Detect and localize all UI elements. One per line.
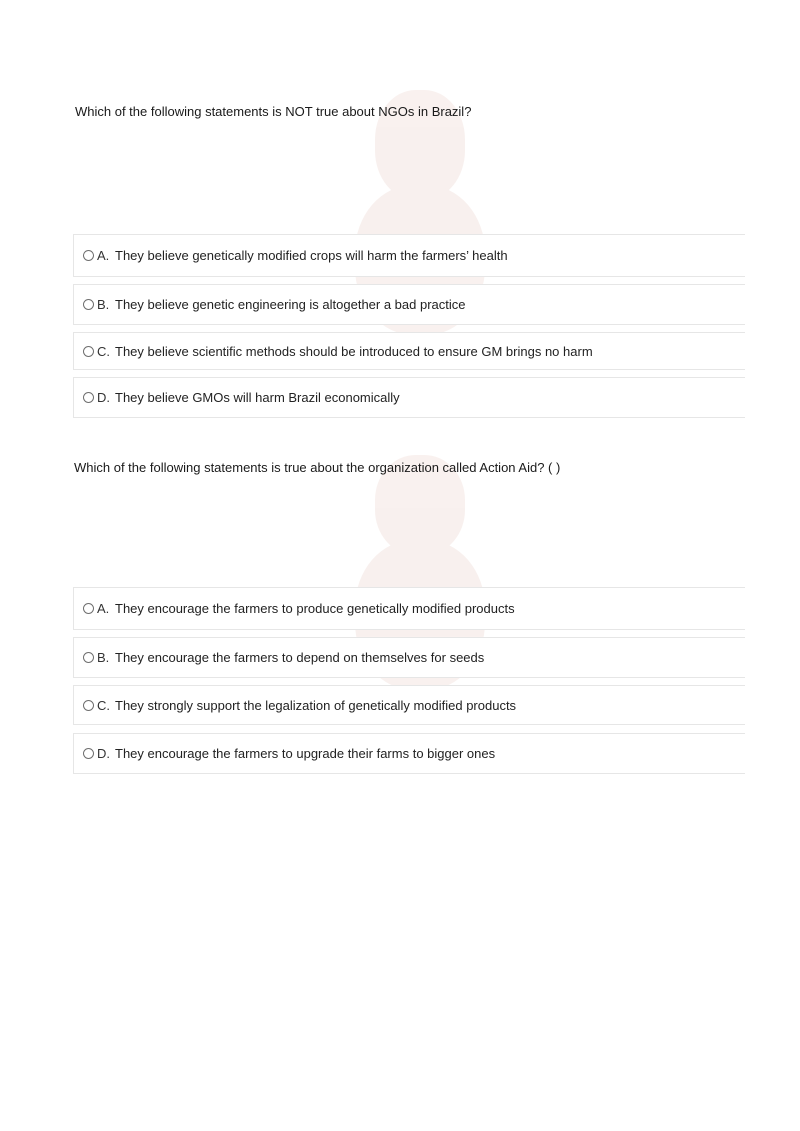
option-text: They believe scientific methods should be introduced to ensure GM brings no harm: [115, 343, 593, 359]
option-text: They believe GMOs will harm Brazil economically: [115, 390, 400, 405]
radio-circle-icon[interactable]: [83, 250, 94, 261]
question-1-option-c[interactable]: [73, 332, 745, 370]
option-text: They encourage the farmers to upgrade their farms to bigger ones: [115, 746, 496, 761]
question-1-text: Which of the following statements is NOT true about NGOs in Brazil?: [75, 104, 472, 119]
radio-circle-icon[interactable]: [83, 700, 94, 711]
option-letter: A.: [97, 248, 110, 263]
radio-circle-icon[interactable]: [83, 346, 94, 357]
option-letter: C.: [97, 343, 110, 359]
option-letter: D.: [97, 390, 110, 405]
radio-circle-icon[interactable]: [83, 299, 94, 310]
question-2-option-c[interactable]: [73, 685, 745, 725]
question-2-option-b[interactable]: [73, 637, 745, 678]
option-letter: A.: [97, 601, 110, 616]
option-letter: B.: [97, 650, 110, 665]
question-1-option-b[interactable]: [73, 284, 745, 325]
radio-circle-icon[interactable]: [83, 652, 94, 663]
radio-circle-icon[interactable]: [83, 392, 94, 403]
option-letter: D.: [97, 746, 110, 761]
radio-circle-icon[interactable]: [83, 748, 94, 759]
question-1-option-d[interactable]: [73, 377, 745, 418]
question-1-option-a[interactable]: [73, 234, 745, 277]
question-2-text: Which of the following statements is true about the organization called Action Aid? ( ): [74, 460, 561, 475]
option-text: They strongly support the legalization of genetically modified products: [115, 697, 517, 713]
option-text: They believe genetic engineering is altogether a bad practice: [115, 297, 466, 312]
option-text: They believe genetically modified crops will harm the farmers’ health: [115, 248, 508, 263]
option-text: They encourage the farmers to depend on themselves for seeds: [115, 650, 485, 665]
question-2-option-a[interactable]: [73, 587, 745, 630]
option-letter: B.: [97, 297, 110, 312]
question-2-option-d[interactable]: [73, 733, 745, 774]
radio-circle-icon[interactable]: [83, 603, 94, 614]
option-text: They encourage the farmers to produce genetically modified products: [115, 601, 515, 616]
option-letter: C.: [97, 697, 110, 713]
